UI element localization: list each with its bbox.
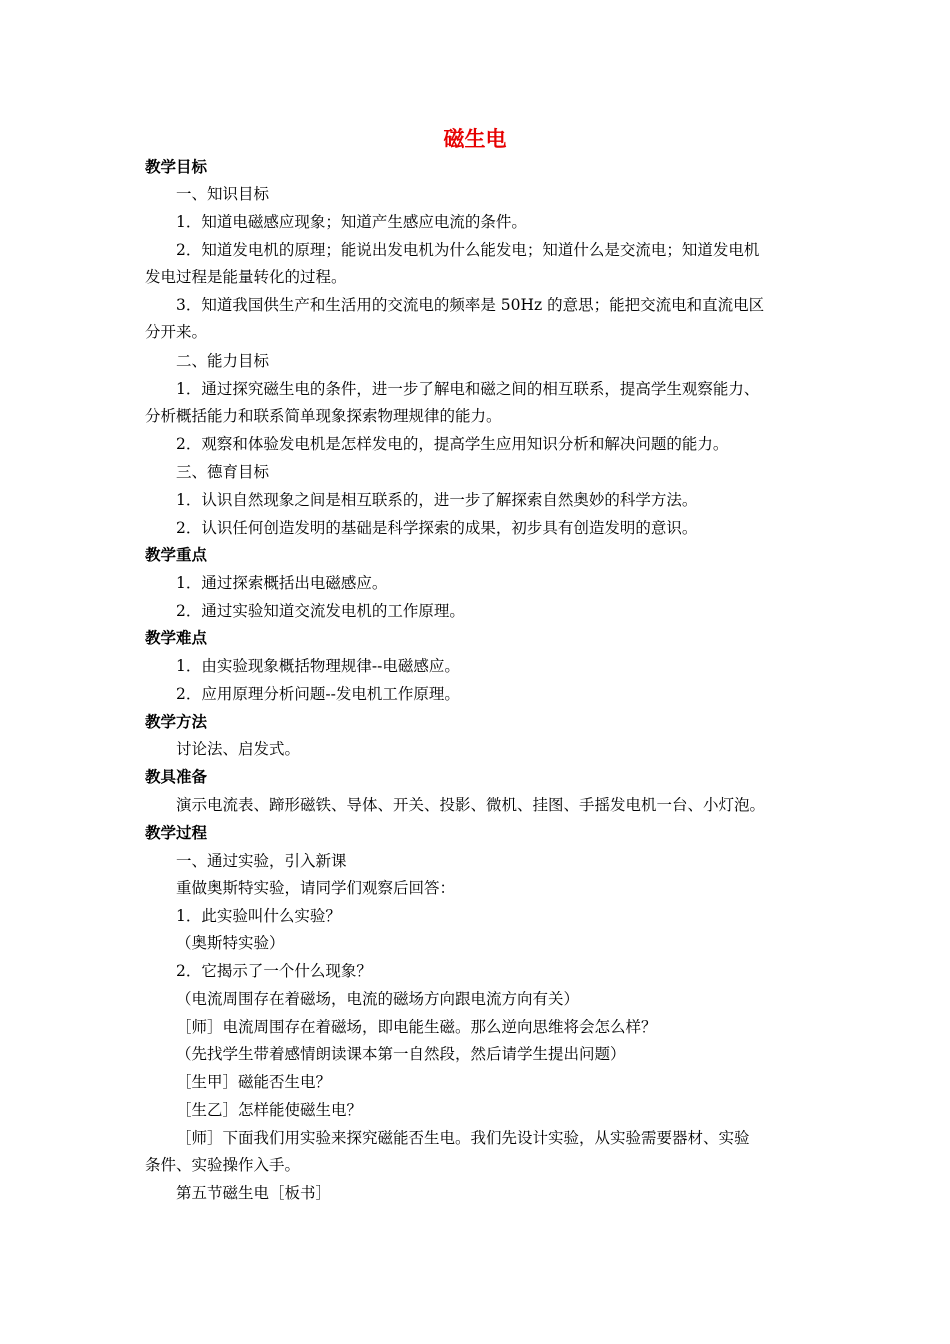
section-heading-method: 教学方法 [145,713,208,731]
paragraph: 1．由实验现象概括物理规律--电磁感应。 [176,657,460,675]
paragraph: 1．知道电磁感应现象；知道产生感应电流的条件。 [176,213,527,231]
paragraph: 1．此实验叫什么实验？ [176,907,341,925]
paragraph: （电流周围存在着磁场，电流的磁场方向跟电流方向有关） [176,990,580,1008]
section-heading-process: 教学过程 [145,824,208,842]
paragraph: 2．观察和体验发电机是怎样发电的，提高学生应用知识分析和解决问题的能力。 [176,435,729,453]
paragraph-continuation: 发电过程是能量转化的过程。 [145,268,347,286]
paragraph: 2．它揭示了一个什么现象？ [176,962,372,980]
paragraph: 1．通过探索概括出电磁感应。 [176,574,388,592]
paragraph: 第五节磁生电［板书］ [176,1184,332,1202]
section-heading-difficulties: 教学难点 [145,629,208,647]
section-heading-equipment: 教具准备 [145,768,208,786]
paragraph: ［师］电流周围存在着磁场，即电能生磁。那么逆向思维将会怎么样？ [176,1018,657,1036]
subheading-intro: 一、通过实验，引入新课 [176,852,347,870]
section-heading-objectives: 教学目标 [145,158,208,176]
section-heading-key-points: 教学重点 [145,546,208,564]
paragraph: 2．知道发电机的原理；能说出发电机为什么能发电；知道什么是交流电；知道发电机 [176,241,760,259]
paragraph: 2．应用原理分析问题--发电机工作原理。 [176,685,460,703]
paragraph-continuation: 分开来。 [145,323,208,341]
paragraph: 1．通过探究磁生电的条件，进一步了解电和磁之间的相互联系，提高学生观察能力、 [176,380,760,398]
paragraph: ［生乙］怎样能使磁生电？ [176,1101,363,1119]
paragraph: 2．认识任何创造发明的基础是科学探索的成果，初步具有创造发明的意识。 [176,519,698,537]
document-title: 磁生电 [443,127,507,151]
paragraph: 1．认识自然现象之间是相互联系的，进一步了解探索自然奥妙的科学方法。 [176,491,698,509]
paragraph: 演示电流表、蹄形磁铁、导体、开关、投影、微机、挂图、手摇发电机一台、小灯泡。 [176,796,766,814]
paragraph: （奥斯特实验） [176,934,285,952]
paragraph: ［师］下面我们用实验来探究磁能否生电。我们先设计实验，从实验需要器材、实验 [176,1129,750,1147]
subheading-knowledge: 一、知识目标 [176,185,270,203]
paragraph: 2．通过实验知道交流发电机的工作原理。 [176,602,465,620]
paragraph: 讨论法、启发式。 [176,740,301,758]
subheading-moral: 三、德育目标 [176,463,270,481]
paragraph: ［生甲］磁能否生电？ [176,1073,332,1091]
paragraph: 3．知道我国供生产和生活用的交流电的频率是 50Hz 的意思；能把交流电和直流电区 [176,296,765,314]
paragraph-continuation: 分析概括能力和联系简单现象探索物理规律的能力。 [145,407,502,425]
paragraph: （先找学生带着感情朗读课本第一自然段，然后请学生提出问题） [176,1045,626,1063]
paragraph-continuation: 条件、实验操作入手。 [145,1156,301,1174]
paragraph: 重做奥斯特实验，请同学们观察后回答： [176,879,456,897]
subheading-ability: 二、能力目标 [176,352,270,370]
